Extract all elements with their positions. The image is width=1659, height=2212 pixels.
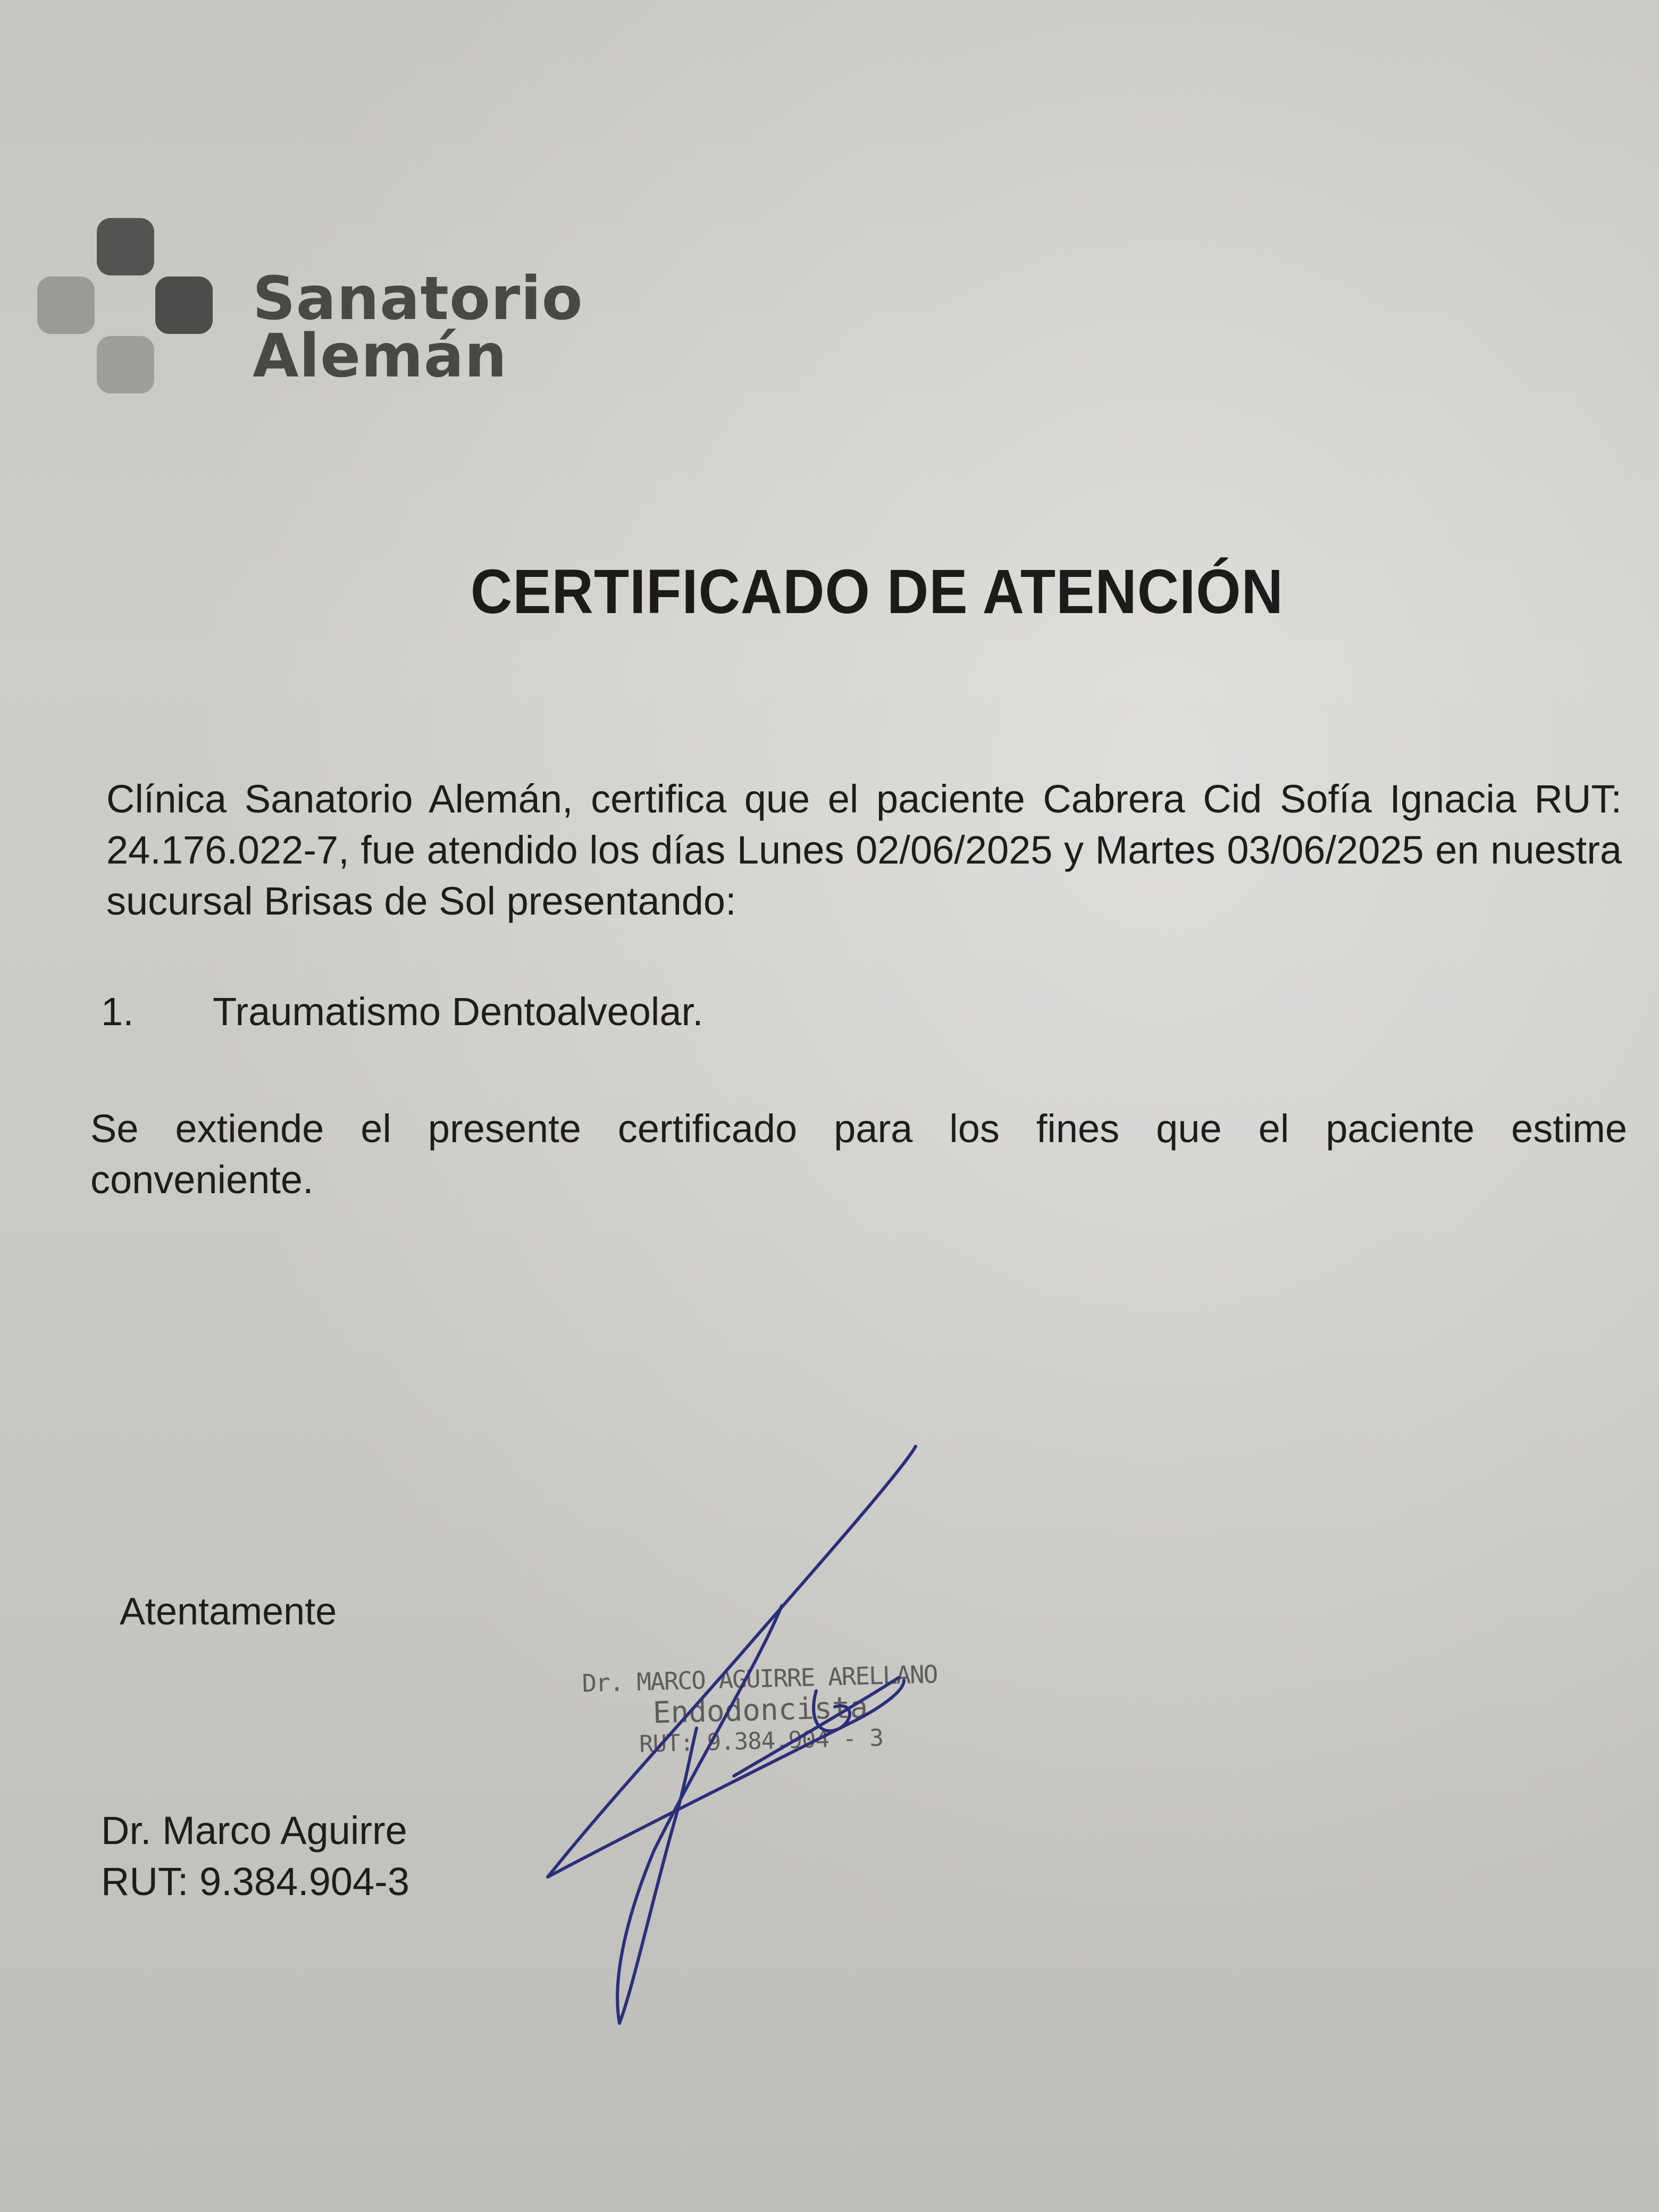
signer-name: Dr. Marco Aguirre [101,1808,407,1853]
signoff-greeting: Atentamente [120,1590,337,1633]
certification-paragraph: Clínica Sanatorio Alemán, certifica que el paciente Cabrera Cid Sofía Ignacia RUT: 24.176.022-7, fue atendido los días Lunes 02/06/2025 y Martes 03/06/2025 en nuestra sucursal Brisas de Sol presentando: [106,777,1622,923]
logo-line-1: Sanatorio [253,264,583,333]
signer-block [101,1805,409,1907]
logo-square-top [97,218,154,275]
signer-rut: RUT: 9.384.904-3 [101,1859,410,1904]
logo-wordmark [253,264,583,391]
logo-line-2: Alemán [253,322,508,391]
sanatorio-aleman-logo [37,218,596,399]
logo-square-bottom [97,336,154,393]
list-item-text: Traumatismo Dentoalveolar. [213,990,703,1034]
logo-square-right [155,276,213,334]
stamp-name: Dr. MARCO AGUIRRE ARELLANO [581,1660,938,1698]
diagnosis-list-item [101,989,703,1034]
document-title: CERTIFICADO DE ATENCIÓN [470,557,1284,627]
stamp-rut: RUT: 9.384.904 - 3 [639,1724,884,1758]
doctor-stamp [573,1660,948,1759]
closing-paragraph: Se extiende el presente certificado para los fines que el paciente estime conveniente. [90,1107,1627,1202]
stamp-specialty: Endodoncista [652,1690,869,1731]
logo-square-left [37,276,95,334]
list-item-number: 1. [101,990,134,1034]
